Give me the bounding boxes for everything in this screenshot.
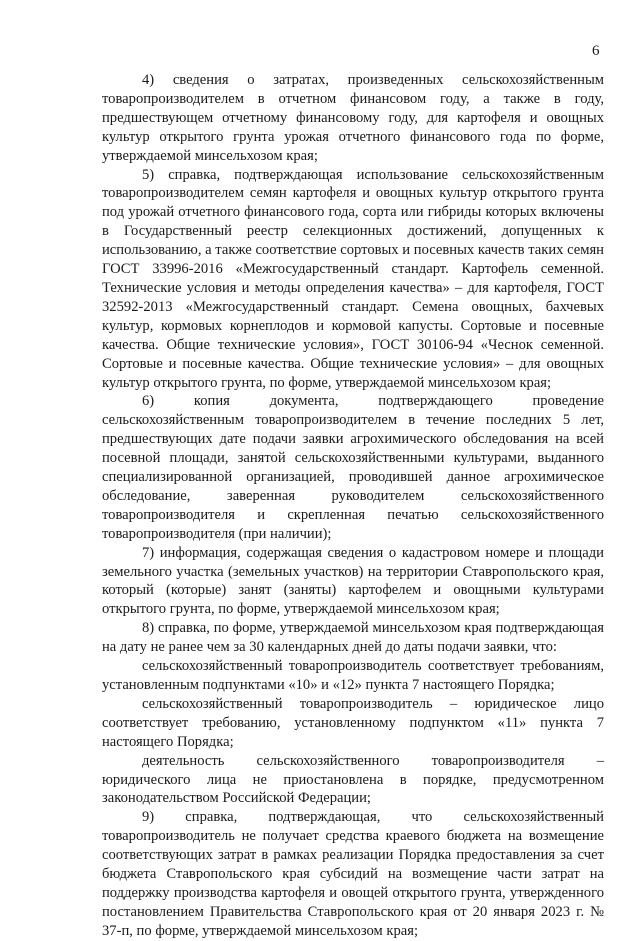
paragraph-item-8: 8) справка, по форме, утверждаемой минсельхозом края подтверждающая на дату не ранее чем за 30 календарных дней до даты подачи заявки, что: (102, 620, 604, 656)
paragraph-item-7: 7) информация, содержащая сведения о кадастровом номере и площади земельного участка (земельных участков) на территории Ставропольского края, который (которые) занят (заняты) картофелем и овощными культурами открытого грунта, по форме, утверждаемой минсельхозом края; (102, 544, 604, 618)
paragraph-item-8-clause-3: деятельность сельскохозяйственного товаропроизводителя – юридического лица не приостановлена в порядке, предусмотренном законодательством Российской Федерации; (102, 752, 604, 807)
paragraph-item-8-clause-2: сельскохозяйственный товаропроизводитель – юридическое лицо соответствует требованию, установленному подпунктом «11» пункта 7 настоящего Порядка; (102, 695, 604, 750)
paragraph-item-4: 4) сведения о затратах, произведенных сельскохозяйственным товаропроизводителем в отчетном финансовом году, а также в году, предшествующем отчетному финансовому году, для картофеля и овощных культур открытого грунта урожая отчетного финансового года по форме, утверждаемой минсельхозом края; (102, 72, 604, 164)
paragraph-item-8-clause-1: сельскохозяйственный товаропроизводитель соответствует требованиям, установленным подпунктами «10» и «12» пункта 7 настоящего Порядка; (102, 658, 604, 693)
paragraph-item-6: 6) копия документа, подтверждающего проведение сельскохозяйственным товаропроизводителем в течение последних 5 лет, предшествующих дате подачи заявки агрохимического обследования на всей посевной площади, занятой сельскохозяйственными культурами, выданного специализированной организацией, проводившей данное агрохимическое обследование, заверенная руководителем сельскохозяйственного товаропроизводителя и скрепленная печатью сельскохозяйственного товаропроизводителя (при наличии); (102, 393, 604, 542)
paragraph-item-5: 5) справка, подтверждающая использование сельскохозяйственным товаропроизводителем семян картофеля и овощных культур открытого грунта под урожай отчетного финансового года, сорта или гибриды которых включены в Государственный реестр селекционных достижений, допущенных к использованию, а также соответствие сортовых и посевных качеств таких семян ГОСТ 33996-2016 «Межгосударственный стандарт. Картофель семенной. Технические условия и методы определения качества» – для картофеля, ГОСТ 32592-2013 «Межгосударственный стандарт. Семена овощных, бахчевых культур, кормовых корнеплодов и кормовой капусты. Сортовые и посевные качества. Общие технические условия», ГОСТ 30106-94 «Чеснок семенной. Сортовые и посевные качества. Общие технические условия» – для овощных культур открытого грунта, по форме, утверждаемой минсельхозом края; (102, 166, 604, 391)
document-body (102, 71, 604, 941)
page-number: 6 (592, 43, 600, 59)
paragraph-item-9: 9) справка, подтверждающая, что сельскохозяйственный товаропроизводитель не получает средства краевого бюджета на возмещение соответствующих затрат в рамках реализации Порядка предоставления за счет бюджета Ставропольского края субсидий на возмещение части затрат на поддержку производства картофеля и овощей открытого грунта, утвержденного постановлением Правительства Ставропольского края от 20 января 2023 г. № 37-п, по форме, утверждаемой минсельхозом края; (102, 809, 604, 939)
